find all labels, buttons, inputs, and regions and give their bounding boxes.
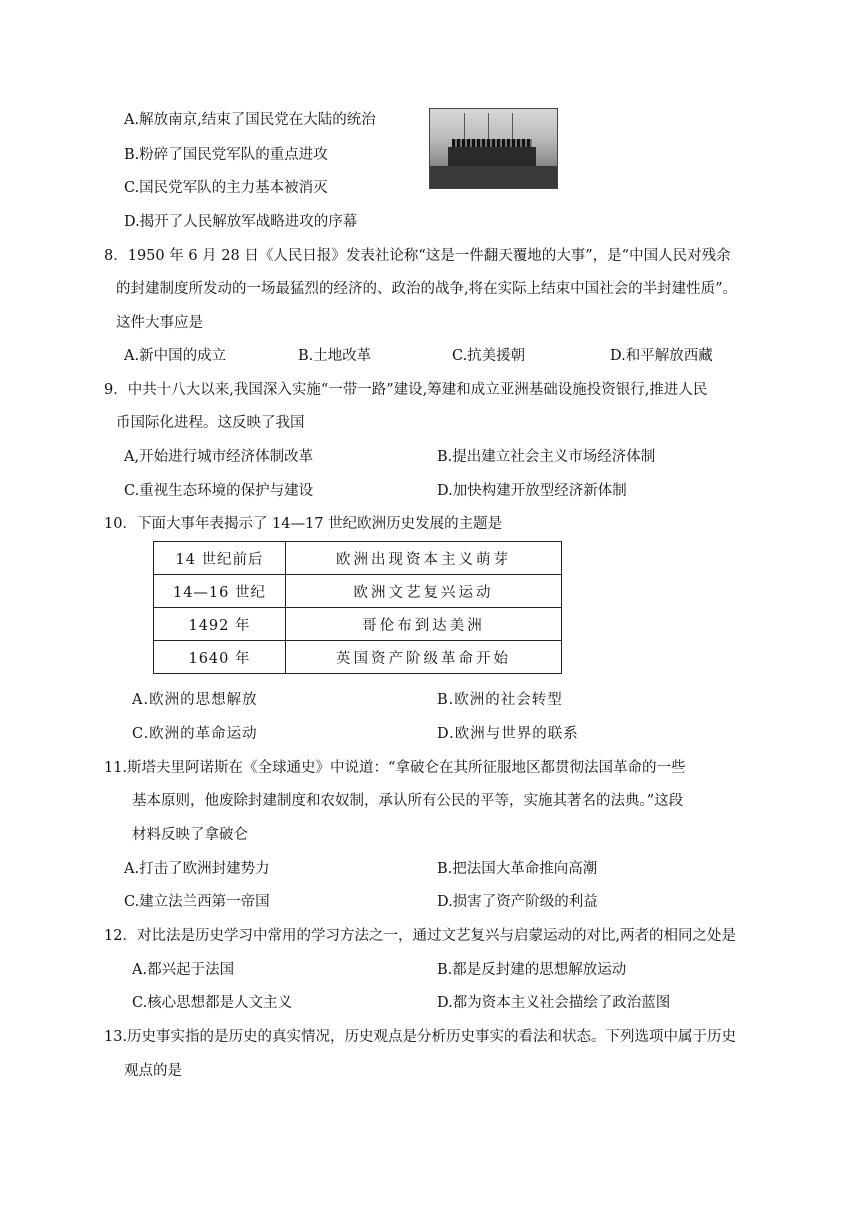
- q10-option-d: D.欧洲与世界的联系: [437, 726, 579, 742]
- q8-stem-line-2: 的封建制度所发动的一场最猛烈的经济的、政治的战争,将在实际上结束中国社会的半封建性质”。: [116, 281, 738, 297]
- table-cell-period: 14—16 世纪: [154, 575, 286, 608]
- q9-option-a: A,开始进行城市经济体制改革: [124, 449, 314, 465]
- q10-option-b: B.欧洲的社会转型: [437, 692, 563, 708]
- table-cell-period: 1640 年: [154, 641, 286, 674]
- table-cell-period: 14 世纪前后: [154, 542, 286, 575]
- q8-option-c: C.抗美援朝: [452, 348, 526, 364]
- q10-option-c: C.欧洲的革命运动: [132, 726, 258, 742]
- q7-option-c: C.国民党军队的主力基本被消灭: [124, 180, 328, 196]
- q11-option-a: A.打击了欧洲封建势力: [124, 861, 270, 877]
- table-cell-event: 哥伦布到达美洲: [286, 608, 562, 641]
- table-row: [154, 575, 562, 608]
- table-cell-period: 1492 年: [154, 608, 286, 641]
- q8-option-b: B.土地改革: [298, 348, 372, 364]
- q9-stem-line-1: 9．中共十八大以来,我国深入实施“一带一路”建设,筹建和成立亚洲基础设施投资银行,推进人民: [104, 382, 708, 398]
- q12-option-c: C.核心思想都是人文主义: [132, 995, 293, 1011]
- q9-option-c: C.重视生态环境的保护与建设: [124, 483, 314, 499]
- historical-photo: [429, 108, 558, 189]
- q13-stem-line-1: 13.历史事实指的是历史的真实情况，历史观点是分析历史事实的看法和状态。下列选项中属于历史: [104, 1029, 737, 1045]
- q8-stem-line-1: 8．1950 年 6 月 28 日《人民日报》发表社论称“这是一件翻天覆地的大事”，是“中国人民对残余: [104, 248, 731, 264]
- q11-option-c: C.建立法兰西第一帝国: [124, 894, 270, 910]
- table-row: [154, 608, 562, 641]
- q9-option-d: D.加快构建开放型经济新体制: [437, 483, 627, 499]
- q10-stem: 10．下面大事年表揭示了 14—17 世纪欧洲历史发展的主题是: [104, 516, 503, 532]
- q8-option-d: D.和平解放西藏: [610, 348, 713, 364]
- timeline-table: [153, 541, 562, 674]
- q10-option-a: A.欧洲的思想解放: [132, 692, 258, 708]
- q11-stem-line-2: 基本原则，他废除封建制度和农奴制，承认所有公民的平等，实施其著名的法典。”这段: [132, 793, 684, 809]
- q12-option-a: A.都兴起于法国: [132, 962, 235, 978]
- q13-stem-line-2: 观点的是: [124, 1063, 182, 1079]
- q8-option-a: A.新中国的成立: [124, 348, 227, 364]
- q12-option-b: B.都是反封建的思想解放运动: [437, 962, 627, 978]
- q12-option-d: D.都为资本主义社会描绘了政治蓝图: [437, 995, 671, 1011]
- q7-option-b: B.粉碎了国民党军队的重点进攻: [124, 147, 328, 163]
- table-row: [154, 542, 562, 575]
- q7-option-a: A.解放南京,结束了国民党在大陆的统治: [124, 112, 376, 128]
- q8-stem-line-3: 这件大事应是: [116, 315, 203, 331]
- q11-stem-line-1: 11.斯塔夫里阿诺斯在《全球通史》中说道：“拿破仑在其所征服地区都贯彻法国革命的一些: [104, 760, 686, 776]
- q9-option-b: B.提出建立社会主义市场经济体制: [437, 449, 656, 465]
- q11-stem-line-3: 材料反映了拿破仑: [132, 827, 248, 843]
- q7-option-d: D.揭开了人民解放军战略进攻的序幕: [124, 214, 358, 230]
- table-cell-event: 英国资产阶级革命开始: [286, 641, 562, 674]
- q12-stem: 12．对比法是历史学习中常用的学习方法之一，通过文艺复兴与启蒙运动的对比,两者的相同之处是: [104, 928, 737, 944]
- q11-option-d: D.损害了资产阶级的利益: [437, 894, 598, 910]
- table-row: [154, 641, 562, 674]
- table-cell-event: 欧洲文艺复兴运动: [286, 575, 562, 608]
- table-cell-event: 欧洲出现资本主义萌芽: [286, 542, 562, 575]
- q11-option-b: B.把法国大革命推向高潮: [437, 861, 598, 877]
- q9-stem-line-2: 币国际化进程。这反映了我国: [116, 415, 305, 431]
